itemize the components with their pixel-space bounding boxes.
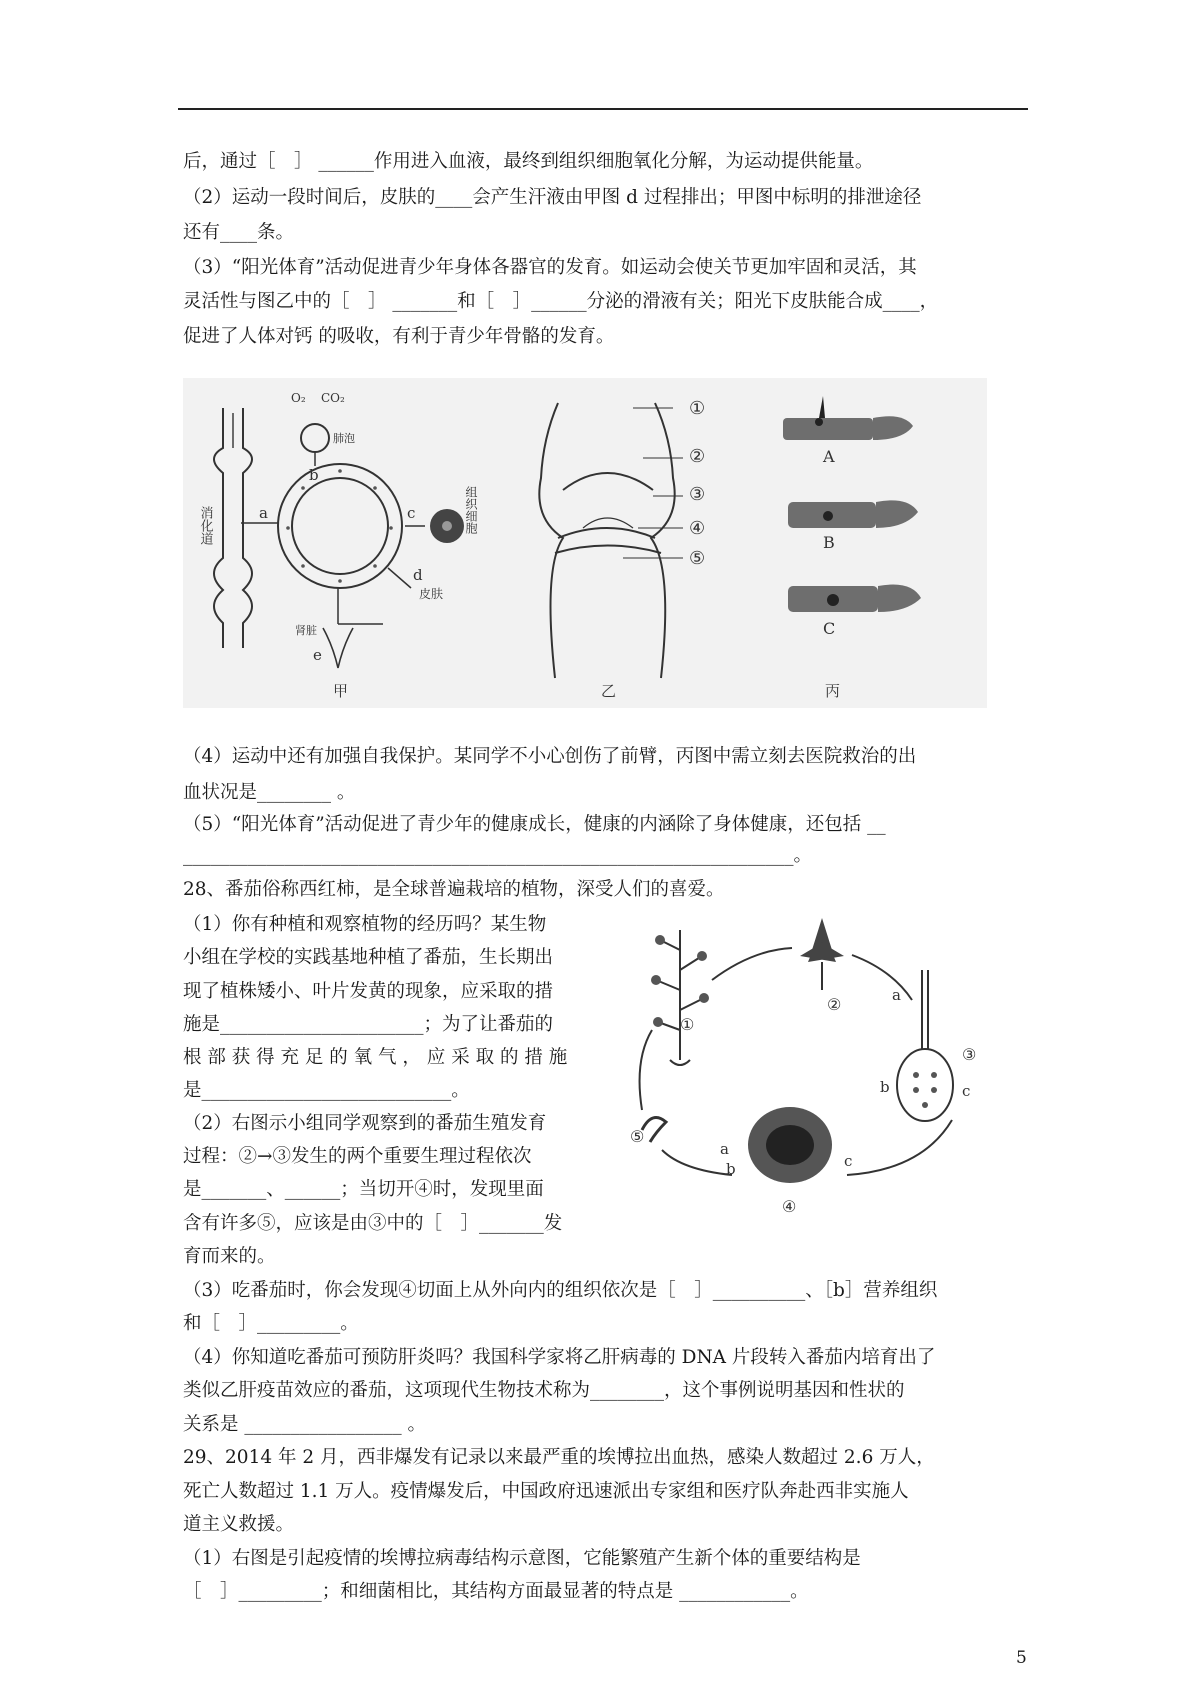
text-line: 促进了人体对钙 的吸收，有利于青少年骨骼的发育。 <box>183 326 615 347</box>
flower-drawing <box>800 918 844 990</box>
figure-circulation-joint-bleeding <box>183 378 987 708</box>
label-skin: 皮肤 <box>419 587 444 601</box>
text-line: 施是______________________；为了让番茄的 <box>183 1014 554 1035</box>
marker-2: ② <box>827 995 842 1014</box>
text-line: （2）右图示小组同学观察到的番茄生殖发育 <box>183 1113 547 1134</box>
text-line: 血状况是________ 。 <box>183 782 356 803</box>
text-line: （3）吃番茄时，你会发现④切面上从外向内的组织依次是［ ］__________、［b］营养组织 <box>183 1280 938 1301</box>
seed-drawing <box>642 1118 666 1143</box>
label-tissue-cells: 组织细胞 <box>464 486 478 534</box>
label-co2: CO₂ <box>321 391 345 405</box>
label-a-pistil: a <box>892 986 901 1004</box>
text-line: 28、番茄俗称西红柿，是全球普遍栽培的植物，深受人们的喜爱。 <box>183 879 725 900</box>
text-line: 现了植株矮小、叶片发黄的现象，应采取的措 <box>183 981 554 1002</box>
label-c-fruit: c <box>844 1152 853 1170</box>
forearm-drawings <box>783 416 921 612</box>
label-o2: O₂ <box>291 391 306 405</box>
text-line: （4）你知道吃番茄可预防肝炎吗？我国科学家将乙肝病毒的 DNA 片段转入番茄内培育出了 <box>183 1347 936 1368</box>
text-line: 死亡人数超过 1.1 万人。疫情爆发后，中国政府迅速派出专家组和医疗队奔赴西非实施人 <box>183 1481 909 1502</box>
text-line: （5）“阳光体育”活动促进了青少年的健康成长，健康的内涵除了身体健康，还包括 __ <box>183 814 886 835</box>
text-line: 灵活性与图乙中的［ ］ _______和［ ］______分泌的滑液有关；阳光下皮肤能合成____， <box>183 291 939 312</box>
text-line: 类似乙肝疫苗效应的番茄，这项现代生物技术称为________，这个事例说明基因和性状的 <box>183 1380 905 1401</box>
label-b-fruit: b <box>726 1160 736 1178</box>
text-line: 29、2014 年 2 月，西非爆发有记录以来最严重的埃博拉出血热，感染人数超过 2.6 万人， <box>183 1447 935 1468</box>
text-line: ［ ］_________；和细菌相比，其结构方面最显著的特点是 ____________。 <box>183 1581 809 1602</box>
marker-4: ④ <box>689 518 706 539</box>
caption-yi: 乙 <box>601 682 617 700</box>
label-b: b <box>309 466 319 484</box>
label-C: C <box>823 619 836 638</box>
marker-4: ④ <box>782 1197 797 1216</box>
label-b-pistil: b <box>880 1078 890 1096</box>
header-rule <box>178 108 1028 110</box>
label-digestive-tract: 消化道 <box>197 506 213 545</box>
plant-drawing <box>656 930 704 1065</box>
text-line: （2）运动一段时间后，皮肤的____会产生汗液由甲图 d 过程排出；甲图中标明的排泄途径 <box>183 187 922 208</box>
text-line: 是___________________________。 <box>183 1080 470 1101</box>
label-A: A <box>823 447 835 466</box>
knee-joint-drawing <box>539 403 683 678</box>
label-alveolus: 肺泡 <box>333 432 355 445</box>
label-a-fruit: a <box>720 1140 729 1158</box>
text-line: 道主义救援。 <box>183 1514 295 1535</box>
text-line: __________________________________________________________________。 <box>183 845 813 866</box>
text-line: 小组在学校的实践基地种植了番茄，生长期出 <box>183 947 554 968</box>
text-line: 根 部 获 得 充 足 的 氧 气 ， 应 采 取 的 措 施 <box>183 1047 568 1068</box>
label-c-pistil: c <box>962 1082 971 1100</box>
marker-2: ② <box>689 446 706 467</box>
ovules <box>913 1072 937 1108</box>
marker-1: ① <box>680 1015 695 1034</box>
ring-dots <box>286 469 393 583</box>
fruit-section-drawing <box>748 1107 832 1183</box>
text-line: 和［ ］_________。 <box>183 1313 359 1334</box>
text-line: 是_______、______；当切开④时，发现里面 <box>183 1179 544 1200</box>
digestive-tract-drawing <box>214 408 278 648</box>
label-d: d <box>413 566 423 584</box>
label-a: a <box>259 504 268 522</box>
label-c: c <box>407 504 416 522</box>
text-line: （1）右图是引起疫情的埃博拉病毒结构示意图，它能繁殖产生新个体的重要结构是 <box>183 1548 861 1569</box>
label-kidney: 肾脏 <box>295 624 317 637</box>
marker-5: ⑤ <box>630 1127 645 1146</box>
label-B: B <box>823 533 835 552</box>
caption-jia: 甲 <box>333 682 349 700</box>
marker-3: ③ <box>689 484 706 505</box>
text-line: 后，通过［ ］ ______作用进入血液，最终到组织细胞氧化分解，为运动提供能量。 <box>183 151 874 172</box>
page-number: 5 <box>1016 1648 1027 1668</box>
text-line: （4）运动中还有加强自我保护。某同学不小心创伤了前臂，丙图中需立刻去医院救治的出 <box>183 746 917 767</box>
marker-3: ③ <box>962 1045 977 1064</box>
text-line: （3）“阳光体育”活动促进青少年身体各器官的发育。如运动会使关节更加牢固和灵活，其 <box>183 257 917 278</box>
label-e: e <box>313 646 322 664</box>
marker-1: ① <box>689 398 706 419</box>
text-line: 关系是 _________________ 。 <box>183 1414 427 1435</box>
text-line: 过程：②→③发生的两个重要生理过程依次 <box>183 1146 532 1167</box>
text-line: 还有____条。 <box>183 222 295 243</box>
text-line: （1）你有种植和观察植物的经历吗？某生物 <box>183 914 547 935</box>
marker-5: ⑤ <box>689 548 706 569</box>
text-line: 含有许多⑤，应该是由③中的［ ］_______发 <box>183 1213 563 1234</box>
figure-tomato-life-cycle <box>622 910 1024 1228</box>
text-line: 育而来的。 <box>183 1246 276 1267</box>
caption-bing: 丙 <box>825 682 841 700</box>
